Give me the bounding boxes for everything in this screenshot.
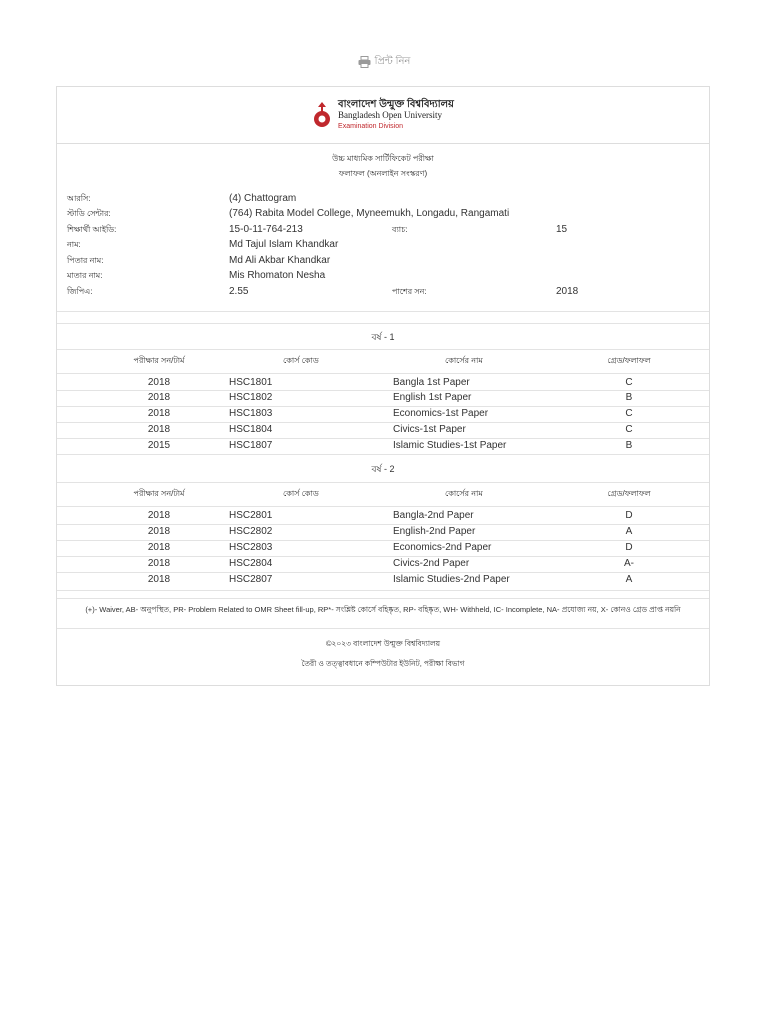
grade-header: গ্রেড/ফলাফল (607, 356, 651, 365)
year-2-title: বর্ষ - 2 (371, 464, 395, 474)
result-sheet (56, 86, 710, 686)
exam-year-cell: 2018 (147, 377, 171, 388)
course-code-cell: HSC1807 (229, 440, 273, 451)
exam-year-cell: 2018 (147, 526, 171, 537)
divider (57, 390, 709, 391)
course-name-cell: Islamic Studies-2nd Paper (393, 574, 510, 585)
divider (57, 628, 709, 629)
course-name-cell: Bangla-2nd Paper (393, 510, 474, 521)
exam-year-cell: 2015 (147, 440, 171, 451)
divider (57, 438, 709, 439)
course-code-header: কোর্স কোড (283, 356, 319, 365)
mother-name-value: Mis Rhomaton Nesha (229, 270, 326, 281)
exam-year-cell: 2018 (147, 510, 171, 521)
grade-cell: B (625, 392, 633, 403)
mother-name-label: মাতার নাম: (67, 271, 103, 280)
course-code-cell: HSC2807 (229, 574, 273, 585)
grade-legend: (+)- Waiver, AB- অনুপস্থিত, PR- Problem Related to OMR Sheet fill-up, RP*- সংশ্লিষ্ট কোর্সে বহিষ্কৃত, RP- বহিষ্কৃত, WH- Withheld, IC- Incomplete, NA- প্রযোজ্য নয়, X- কোনও গ্রেড প্রাপ্ত নয়নি (85, 605, 681, 614)
study-center-value: (764) Rabita Model College, Myneemukh, Longadu, Rangamati (229, 208, 510, 219)
course-code-cell: HSC2801 (229, 510, 273, 521)
gpa-label: জিপিএ: (67, 287, 93, 296)
divider (57, 556, 709, 557)
divider (57, 323, 709, 324)
exam-year-cell: 2018 (147, 424, 171, 435)
division-name: Examination Division (338, 122, 404, 130)
grade-cell: A (625, 574, 633, 585)
batch-value: 15 (556, 224, 568, 235)
divider (57, 373, 709, 374)
course-name-cell: Islamic Studies-1st Paper (393, 440, 507, 451)
pass-year-value: 2018 (556, 286, 579, 297)
exam-year-cell: 2018 (147, 408, 171, 419)
grade-cell: A (625, 526, 633, 537)
divider (57, 454, 709, 455)
grade-cell: D (625, 542, 633, 553)
grade-cell: C (625, 377, 633, 388)
pass-year-label: পাশের সন: (392, 287, 427, 296)
divider (57, 311, 709, 312)
divider (57, 572, 709, 573)
gpa-value: 2.55 (229, 286, 249, 297)
grade-cell: C (625, 424, 633, 435)
credit-text: তৈরী ও তত্ত্বাবধানে কম্পিউটার ইউনিট, পরীক্ষা বিভাগ (301, 659, 465, 668)
course-name-cell: Economics-2nd Paper (393, 542, 492, 553)
course-name-cell: English-2nd Paper (393, 526, 476, 537)
university-emblem-icon (312, 101, 332, 129)
university-header (57, 87, 709, 144)
course-code-cell: HSC1804 (229, 424, 273, 435)
exam-year-header: পরীক্ষার সন/টার্ম (133, 356, 185, 365)
grade-cell: A- (624, 558, 634, 569)
region-value: (4) Chattogram (229, 193, 297, 204)
exam-subtitle: ফলাফল (অনলাইন সংস্করণ) (338, 169, 428, 178)
course-name-header: কোর্সের নাম (445, 489, 483, 498)
course-code-cell: HSC2804 (229, 558, 273, 569)
father-name-label: পিতার নাম: (67, 256, 104, 265)
exam-year-cell: 2018 (147, 542, 171, 553)
exam-title: উচ্চ মাধ্যমিক সার্টিফিকেট পরীক্ষা (332, 154, 434, 163)
batch-label: ব্যাচ: (392, 225, 408, 234)
grade-cell: D (625, 510, 633, 521)
father-name-value: Md Ali Akbar Khandkar (229, 255, 331, 266)
divider (57, 540, 709, 541)
course-name-cell: Civics-1st Paper (393, 424, 466, 435)
grade-cell: B (625, 440, 633, 451)
exam-year-cell: 2018 (147, 558, 171, 569)
university-logo (312, 99, 454, 132)
print-label: প্রিন্ট নিন (374, 55, 411, 67)
university-name-en: Bangladesh Open University (338, 109, 443, 120)
course-name-cell: English 1st Paper (393, 392, 472, 403)
exam-year-header: পরীক্ষার সন/টার্ম (133, 489, 185, 498)
student-id-value: 15-0-11-764-213 (229, 224, 303, 235)
region-label: আরসি: (67, 194, 91, 203)
divider (57, 406, 709, 407)
printer-icon (358, 56, 371, 68)
course-code-header: কোর্স কোড (283, 489, 319, 498)
grade-header: গ্রেড/ফলাফল (607, 489, 651, 498)
university-name-bn: বাংলাদেশ উন্মুক্ত বিশ্ববিদ্যালয় (338, 98, 454, 110)
course-name-cell: Civics-2nd Paper (393, 558, 470, 569)
name-label: নাম: (67, 240, 81, 249)
print-button[interactable] (0, 52, 768, 72)
course-name-header: কোর্সের নাম (445, 356, 483, 365)
divider (57, 349, 709, 350)
course-code-cell: HSC1803 (229, 408, 273, 419)
course-code-cell: HSC2803 (229, 542, 273, 553)
divider (57, 482, 709, 483)
divider (57, 422, 709, 423)
course-name-cell: Bangla 1st Paper (393, 377, 470, 388)
student-id-label: শিক্ষার্থী আইডি: (67, 225, 117, 234)
exam-year-cell: 2018 (147, 392, 171, 403)
divider (57, 506, 709, 507)
study-center-label: স্টাডি সেন্টার: (67, 209, 111, 218)
name-value: Md Tajul Islam Khandkar (229, 239, 339, 250)
course-code-cell: HSC1801 (229, 377, 273, 388)
copyright-text: ©২০২৩ বাংলাদেশ উন্মুক্ত বিশ্ববিদ্যালয় (325, 639, 441, 648)
divider (57, 598, 709, 599)
grade-cell: C (625, 408, 633, 419)
exam-year-cell: 2018 (147, 574, 171, 585)
course-code-cell: HSC1802 (229, 392, 273, 403)
divider (57, 590, 709, 591)
divider (57, 524, 709, 525)
course-name-cell: Economics-1st Paper (393, 408, 489, 419)
year-1-title: বর্ষ - 1 (371, 332, 395, 342)
course-code-cell: HSC2802 (229, 526, 273, 537)
